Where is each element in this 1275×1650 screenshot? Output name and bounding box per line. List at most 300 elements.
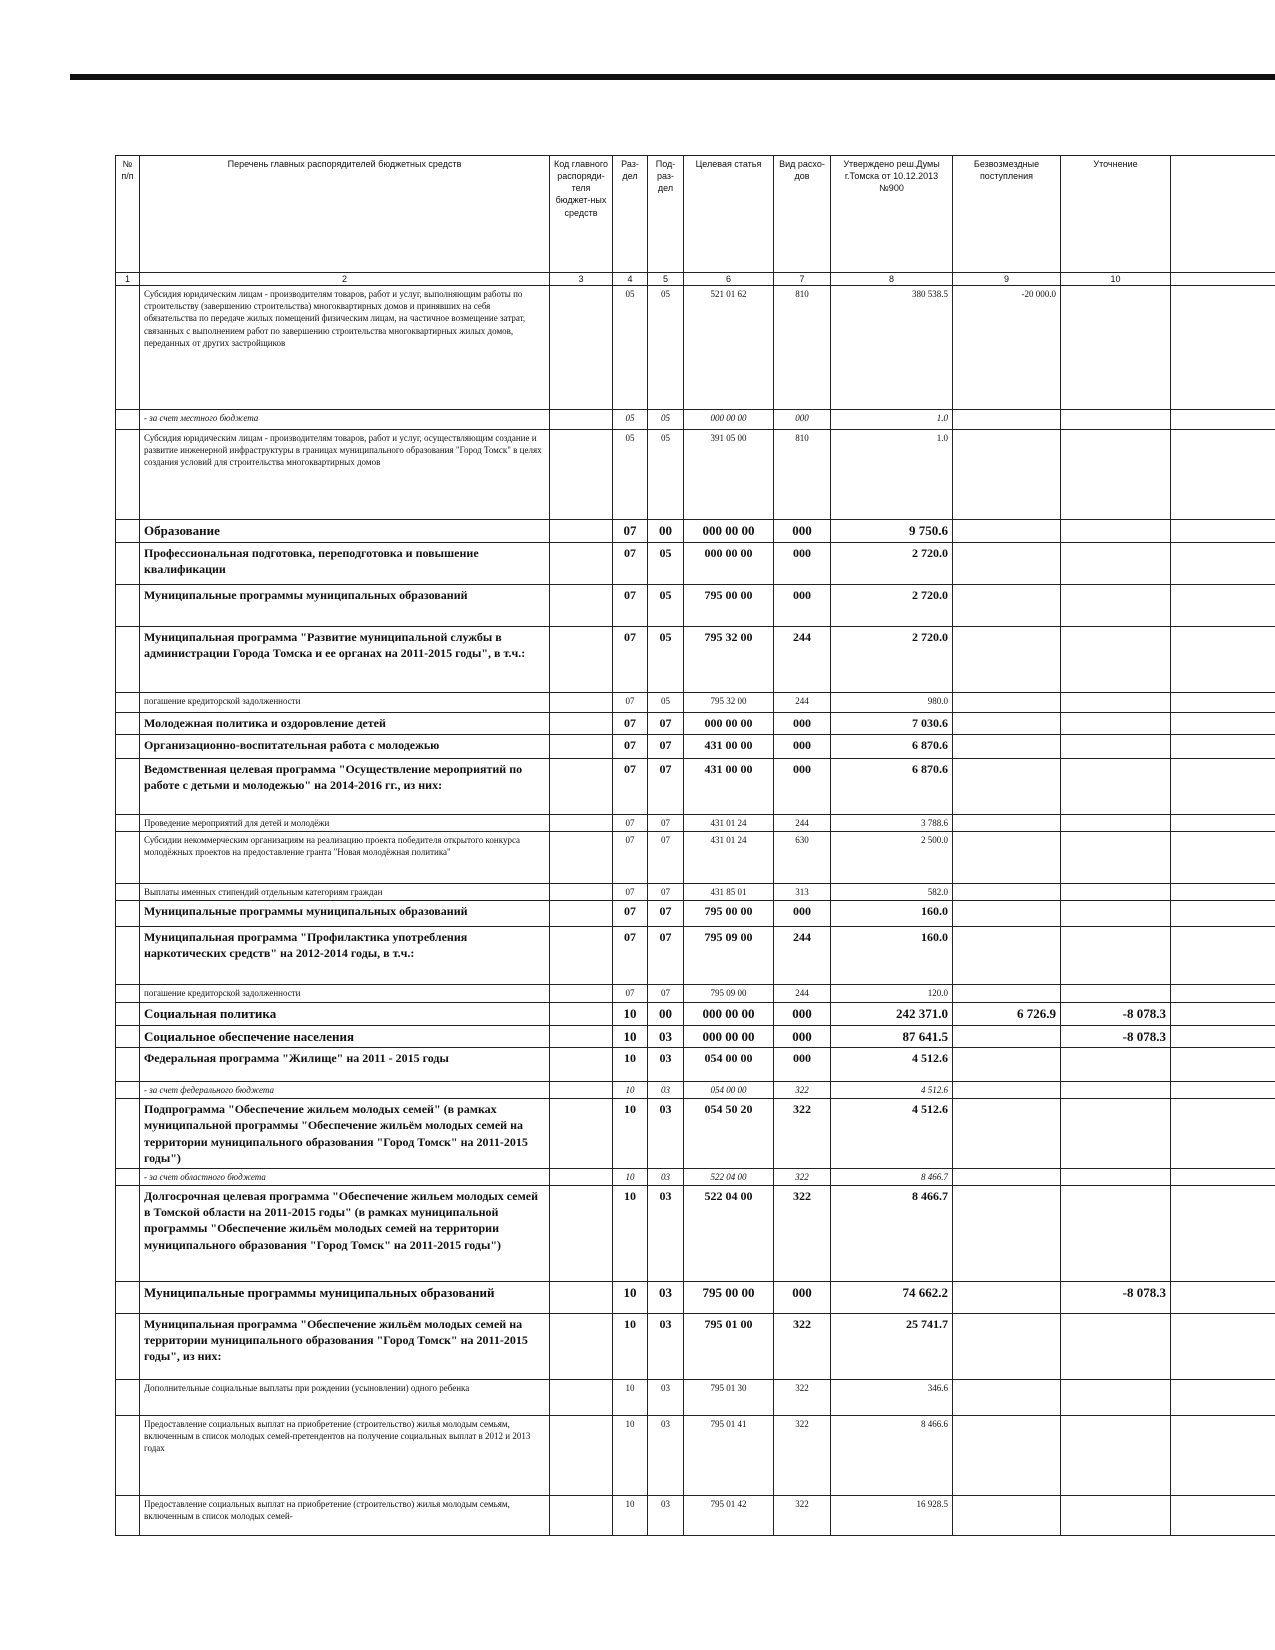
- col-number: 3: [550, 273, 613, 286]
- cell-extra: [1171, 1025, 1275, 1048]
- cell-target: 795 32 00: [684, 626, 774, 692]
- col-number: 2: [140, 273, 550, 286]
- cell-refine: [1061, 410, 1171, 430]
- cell-approved: 87 641.5: [831, 1025, 953, 1048]
- cell-podrazdel: 03: [648, 1282, 684, 1314]
- cell-free: [953, 758, 1061, 814]
- cell-razdel: 07: [613, 926, 648, 984]
- table-row: [116, 1025, 1275, 1048]
- cell-code: [550, 926, 613, 984]
- cell-extra: [1171, 734, 1275, 758]
- table-row: [116, 734, 1275, 758]
- cell-approved: 160.0: [831, 900, 953, 926]
- cell-approved: 120.0: [831, 984, 953, 1002]
- cell-approved: 4 512.6: [831, 1048, 953, 1082]
- cell-podrazdel: 07: [648, 984, 684, 1002]
- cell-code: [550, 520, 613, 543]
- cell-free: [953, 712, 1061, 734]
- cell-free: [953, 1416, 1061, 1496]
- cell-code: [550, 831, 613, 883]
- cell-exptype: 322: [774, 1496, 831, 1536]
- cell-exptype: 000: [774, 712, 831, 734]
- table-row: [116, 1186, 1275, 1282]
- cell-num: [116, 286, 140, 410]
- cell-num: [116, 410, 140, 430]
- cell-podrazdel: 05: [648, 430, 684, 520]
- cell-podrazdel: 07: [648, 712, 684, 734]
- cell-refine: [1061, 712, 1171, 734]
- table-row: [116, 692, 1275, 712]
- cell-extra: [1171, 1048, 1275, 1082]
- cell-code: [550, 1380, 613, 1416]
- table-row: [116, 712, 1275, 734]
- cell-extra: [1171, 758, 1275, 814]
- cell-target: 054 00 00: [684, 1082, 774, 1099]
- table-row: [116, 1082, 1275, 1099]
- cell-exptype: 322: [774, 1380, 831, 1416]
- cell-code: [550, 584, 613, 626]
- cell-approved: 980.0: [831, 692, 953, 712]
- col-number: 6: [684, 273, 774, 286]
- cell-code: [550, 883, 613, 900]
- cell-approved: 4 512.6: [831, 1099, 953, 1169]
- cell-name: погашение кредиторской задолженности: [140, 984, 550, 1002]
- cell-refine: [1061, 286, 1171, 410]
- col-number: [1171, 273, 1275, 286]
- cell-code: [550, 410, 613, 430]
- cell-target: 522 04 00: [684, 1168, 774, 1185]
- cell-refine: [1061, 584, 1171, 626]
- cell-approved: 380 538.5: [831, 286, 953, 410]
- cell-code: [550, 1282, 613, 1314]
- column-numbers-row: [116, 273, 1275, 286]
- cell-num: [116, 1186, 140, 1282]
- cell-refine: [1061, 542, 1171, 584]
- cell-free: [953, 1496, 1061, 1536]
- cell-name: Муниципальная программа "Обеспечение жильём молодых семей на территории муниципального образования "Город Томск" на 2011-2015 годы", из них:: [140, 1314, 550, 1380]
- cell-podrazdel: 05: [648, 542, 684, 584]
- cell-name: Долгосрочная целевая программа "Обеспечение жильем молодых семей в Томской области на 2011-2015 годы" (в рамках муниципальной программы "Обеспечение жильём молодых семей на территории муниципального образования "Город Томск" на 2011-2015 годы"): [140, 1186, 550, 1282]
- cell-razdel: 10: [613, 1048, 648, 1082]
- table-row: [116, 1416, 1275, 1496]
- cell-razdel: 07: [613, 692, 648, 712]
- cell-name: Организационно-воспитательная работа с молодежью: [140, 734, 550, 758]
- cell-code: [550, 1002, 613, 1025]
- cell-target: 000 00 00: [684, 410, 774, 430]
- cell-extra: [1171, 430, 1275, 520]
- cell-refine: [1061, 831, 1171, 883]
- cell-exptype: 630: [774, 831, 831, 883]
- cell-code: [550, 1048, 613, 1082]
- cell-target: 054 50 20: [684, 1099, 774, 1169]
- cell-approved: 8 466.7: [831, 1186, 953, 1282]
- cell-name: Предоставление социальных выплат на приобретение (строительство) жилья молодым семьям, включенным в список молодых семей-претендентов на получение социальных выплат в 2012 и 2013 годах: [140, 1416, 550, 1496]
- cell-num: [116, 1082, 140, 1099]
- cell-target: 000 00 00: [684, 1002, 774, 1025]
- cell-refine: [1061, 1048, 1171, 1082]
- cell-extra: [1171, 520, 1275, 543]
- cell-code: [550, 1314, 613, 1380]
- cell-razdel: 07: [613, 984, 648, 1002]
- cell-refine: [1061, 1416, 1171, 1496]
- cell-razdel: 10: [613, 1380, 648, 1416]
- cell-num: [116, 1380, 140, 1416]
- cell-podrazdel: 05: [648, 286, 684, 410]
- cell-approved: 8 466.6: [831, 1416, 953, 1496]
- cell-refine: [1061, 692, 1171, 712]
- cell-razdel: 07: [613, 883, 648, 900]
- cell-name: Проведение мероприятий для детей и молодёжи: [140, 814, 550, 831]
- cell-free: [953, 584, 1061, 626]
- table-row: [116, 831, 1275, 883]
- cell-free: [953, 542, 1061, 584]
- cell-name: Подпрограмма "Обеспечение жильем молодых семей" (в рамках муниципальной программы "Обеспечение жильём молодых семей на территории муниципального образования "Город Томск" на 2011-2015 годы"): [140, 1099, 550, 1169]
- cell-code: [550, 984, 613, 1002]
- cell-exptype: 244: [774, 626, 831, 692]
- cell-razdel: 10: [613, 1282, 648, 1314]
- cell-free: [953, 984, 1061, 1002]
- cell-free: [953, 1314, 1061, 1380]
- header-target: Целевая статья: [684, 156, 774, 273]
- cell-target: 521 01 62: [684, 286, 774, 410]
- table-row: [116, 883, 1275, 900]
- cell-name: Социальная политика: [140, 1002, 550, 1025]
- cell-target: 795 01 00: [684, 1314, 774, 1380]
- cell-code: [550, 734, 613, 758]
- table-row: [116, 1002, 1275, 1025]
- table-row: [116, 286, 1275, 410]
- cell-podrazdel: 07: [648, 758, 684, 814]
- cell-num: [116, 1496, 140, 1536]
- col-number: 7: [774, 273, 831, 286]
- col-number: 8: [831, 273, 953, 286]
- header-extra: [1171, 156, 1275, 273]
- table-row: [116, 926, 1275, 984]
- cell-extra: [1171, 814, 1275, 831]
- table-row: [116, 1496, 1275, 1536]
- cell-extra: [1171, 900, 1275, 926]
- cell-approved: 7 030.6: [831, 712, 953, 734]
- cell-extra: [1171, 1380, 1275, 1416]
- cell-name: Предоставление социальных выплат на приобретение (строительство) жилья молодым семьям, включенным в список молодых семей-: [140, 1496, 550, 1536]
- cell-free: [953, 814, 1061, 831]
- cell-refine: [1061, 1380, 1171, 1416]
- cell-razdel: 10: [613, 1002, 648, 1025]
- table-row: [116, 814, 1275, 831]
- cell-podrazdel: 03: [648, 1314, 684, 1380]
- cell-num: [116, 626, 140, 692]
- cell-exptype: 322: [774, 1082, 831, 1099]
- cell-extra: [1171, 1082, 1275, 1099]
- cell-approved: 2 500.0: [831, 831, 953, 883]
- cell-name: - за счет местного бюджета: [140, 410, 550, 430]
- cell-target: 431 01 24: [684, 831, 774, 883]
- cell-extra: [1171, 410, 1275, 430]
- cell-approved: 2 720.0: [831, 626, 953, 692]
- cell-free: [953, 1380, 1061, 1416]
- cell-approved: 1.0: [831, 410, 953, 430]
- cell-target: 795 32 00: [684, 692, 774, 712]
- cell-num: [116, 883, 140, 900]
- cell-exptype: 000: [774, 1048, 831, 1082]
- cell-exptype: 000: [774, 1002, 831, 1025]
- table-row: [116, 584, 1275, 626]
- table-row: [116, 1314, 1275, 1380]
- cell-code: [550, 1025, 613, 1048]
- cell-name: Выплаты именных стипендий отдельным категориям граждан: [140, 883, 550, 900]
- cell-code: [550, 1416, 613, 1496]
- cell-podrazdel: 05: [648, 584, 684, 626]
- cell-exptype: 244: [774, 926, 831, 984]
- header-num: № п/п: [116, 156, 140, 273]
- cell-num: [116, 1314, 140, 1380]
- cell-num: [116, 1025, 140, 1048]
- cell-refine: -8 078.3: [1061, 1025, 1171, 1048]
- cell-extra: [1171, 712, 1275, 734]
- cell-razdel: 10: [613, 1496, 648, 1536]
- cell-target: 391 05 00: [684, 430, 774, 520]
- cell-refine: [1061, 1186, 1171, 1282]
- cell-target: 000 00 00: [684, 1025, 774, 1048]
- cell-target: 795 09 00: [684, 984, 774, 1002]
- cell-approved: 6 870.6: [831, 734, 953, 758]
- cell-num: [116, 542, 140, 584]
- cell-refine: [1061, 900, 1171, 926]
- cell-refine: -8 078.3: [1061, 1002, 1171, 1025]
- cell-razdel: 05: [613, 410, 648, 430]
- cell-free: [953, 900, 1061, 926]
- cell-approved: 160.0: [831, 926, 953, 984]
- cell-approved: 346.6: [831, 1380, 953, 1416]
- table-row: [116, 542, 1275, 584]
- cell-exptype: 000: [774, 734, 831, 758]
- cell-razdel: 07: [613, 900, 648, 926]
- cell-code: [550, 430, 613, 520]
- cell-name: Социальное обеспечение населения: [140, 1025, 550, 1048]
- cell-name: Муниципальные программы муниципальных образований: [140, 900, 550, 926]
- cell-refine: [1061, 926, 1171, 984]
- cell-razdel: 07: [613, 758, 648, 814]
- cell-extra: [1171, 1168, 1275, 1185]
- cell-podrazdel: 00: [648, 1002, 684, 1025]
- cell-name: Муниципальные программы муниципальных образований: [140, 1282, 550, 1314]
- cell-extra: [1171, 286, 1275, 410]
- cell-name: Муниципальная программа "Профилактика употребления наркотических средств" на 2012-2014 годы, в т.ч.:: [140, 926, 550, 984]
- cell-podrazdel: 07: [648, 926, 684, 984]
- table-row: [116, 900, 1275, 926]
- cell-target: 795 01 42: [684, 1496, 774, 1536]
- cell-razdel: 05: [613, 286, 648, 410]
- cell-num: [116, 1282, 140, 1314]
- cell-refine: -8 078.3: [1061, 1282, 1171, 1314]
- cell-free: [953, 1099, 1061, 1169]
- cell-exptype: 000: [774, 758, 831, 814]
- cell-code: [550, 814, 613, 831]
- cell-name: Федеральная программа "Жилище" на 2011 - 2015 годы: [140, 1048, 550, 1082]
- table-row: [116, 520, 1275, 543]
- cell-free: [953, 692, 1061, 712]
- cell-refine: [1061, 1168, 1171, 1185]
- header-podrazdel: Под-раз-дел: [648, 156, 684, 273]
- cell-approved: 242 371.0: [831, 1002, 953, 1025]
- cell-refine: [1061, 883, 1171, 900]
- cell-target: 522 04 00: [684, 1186, 774, 1282]
- cell-exptype: 000: [774, 542, 831, 584]
- cell-extra: [1171, 1496, 1275, 1536]
- cell-exptype: 322: [774, 1099, 831, 1169]
- cell-num: [116, 584, 140, 626]
- cell-exptype: 000: [774, 900, 831, 926]
- cell-approved: 74 662.2: [831, 1282, 953, 1314]
- cell-exptype: 000: [774, 584, 831, 626]
- cell-exptype: 322: [774, 1416, 831, 1496]
- cell-extra: [1171, 1416, 1275, 1496]
- cell-free: [953, 1082, 1061, 1099]
- cell-exptype: 322: [774, 1168, 831, 1185]
- cell-refine: [1061, 1314, 1171, 1380]
- budget-table: [115, 155, 1275, 1536]
- cell-refine: [1061, 430, 1171, 520]
- cell-razdel: 07: [613, 626, 648, 692]
- cell-code: [550, 692, 613, 712]
- cell-refine: [1061, 520, 1171, 543]
- cell-num: [116, 692, 140, 712]
- cell-approved: 8 466.7: [831, 1168, 953, 1185]
- cell-extra: [1171, 984, 1275, 1002]
- cell-razdel: 07: [613, 712, 648, 734]
- cell-approved: 25 741.7: [831, 1314, 953, 1380]
- cell-free: [953, 1186, 1061, 1282]
- header-code: Код главного распоряди-теля бюджет-ных средств: [550, 156, 613, 273]
- cell-target: 795 09 00: [684, 926, 774, 984]
- cell-target: 431 85 01: [684, 883, 774, 900]
- cell-num: [116, 1002, 140, 1025]
- cell-code: [550, 712, 613, 734]
- col-number: 9: [953, 273, 1061, 286]
- cell-name: Муниципальная программа "Развитие муниципальной службы в администрации Города Томска и ее органах на 2011-2015 годы", в т.ч.:: [140, 626, 550, 692]
- cell-approved: 16 928.5: [831, 1496, 953, 1536]
- table-row: [116, 1048, 1275, 1082]
- cell-extra: [1171, 926, 1275, 984]
- cell-podrazdel: 07: [648, 831, 684, 883]
- cell-exptype: 322: [774, 1314, 831, 1380]
- cell-num: [116, 712, 140, 734]
- cell-num: [116, 758, 140, 814]
- cell-exptype: 000: [774, 410, 831, 430]
- cell-code: [550, 900, 613, 926]
- header-refine: Уточнение: [1061, 156, 1171, 273]
- cell-extra: [1171, 542, 1275, 584]
- table-row: [116, 1168, 1275, 1185]
- cell-code: [550, 626, 613, 692]
- col-number: 10: [1061, 273, 1171, 286]
- table-row: [116, 1099, 1275, 1169]
- cell-exptype: 000: [774, 1282, 831, 1314]
- cell-name: Молодежная политика и оздоровление детей: [140, 712, 550, 734]
- cell-extra: [1171, 626, 1275, 692]
- table-row: [116, 1282, 1275, 1314]
- cell-approved: 2 720.0: [831, 542, 953, 584]
- table-row: [116, 430, 1275, 520]
- cell-name: - за счет областного бюджета: [140, 1168, 550, 1185]
- cell-approved: 6 870.6: [831, 758, 953, 814]
- cell-refine: [1061, 1099, 1171, 1169]
- cell-target: 000 00 00: [684, 712, 774, 734]
- cell-podrazdel: 07: [648, 883, 684, 900]
- cell-razdel: 07: [613, 542, 648, 584]
- cell-approved: 1.0: [831, 430, 953, 520]
- cell-razdel: 10: [613, 1099, 648, 1169]
- cell-exptype: 810: [774, 286, 831, 410]
- cell-target: 431 00 00: [684, 758, 774, 814]
- cell-refine: [1061, 734, 1171, 758]
- table-row: [116, 758, 1275, 814]
- cell-target: 431 01 24: [684, 814, 774, 831]
- cell-extra: [1171, 1186, 1275, 1282]
- col-number: 5: [648, 273, 684, 286]
- cell-podrazdel: 03: [648, 1168, 684, 1185]
- cell-razdel: 10: [613, 1082, 648, 1099]
- cell-extra: [1171, 1314, 1275, 1380]
- cell-free: [953, 831, 1061, 883]
- cell-name: Муниципальные программы муниципальных образований: [140, 584, 550, 626]
- cell-name: Субсидия юридическим лицам - производителям товаров, работ и услуг, осуществляющим создание и развитие инженерной инфраструктуры в границах муниципального образования "Город Томск" в целях создания условий для строительства многоквартирных домов: [140, 430, 550, 520]
- header-razdel: Раз-дел: [613, 156, 648, 273]
- table-row: [116, 1380, 1275, 1416]
- cell-code: [550, 1082, 613, 1099]
- cell-name: Субсидия юридическим лицам - производителям товаров, работ и услуг, выполняющим работы по строительству (завершению строительства) многоквартирных домов и принявших на себя обязательства по передаче жилых помещений физическим лицам, на частичное возмещение затрат, связанных с выполнением работ по завершению строительства многоквартирных жилых домов, переданных от других застройщиков: [140, 286, 550, 410]
- cell-exptype: 313: [774, 883, 831, 900]
- cell-extra: [1171, 1282, 1275, 1314]
- cell-razdel: 07: [613, 814, 648, 831]
- cell-num: [116, 520, 140, 543]
- cell-code: [550, 758, 613, 814]
- cell-podrazdel: 00: [648, 520, 684, 543]
- cell-target: 795 00 00: [684, 900, 774, 926]
- cell-target: 795 00 00: [684, 1282, 774, 1314]
- cell-target: 000 00 00: [684, 520, 774, 543]
- cell-podrazdel: 07: [648, 734, 684, 758]
- cell-name: Субсидии некоммерческим организациям на реализацию проекта победителя открытого конкурса молодёжных проектов на предоставление гранта "Новая молодёжная политика": [140, 831, 550, 883]
- cell-exptype: 810: [774, 430, 831, 520]
- cell-num: [116, 831, 140, 883]
- cell-free: [953, 430, 1061, 520]
- cell-podrazdel: 07: [648, 814, 684, 831]
- cell-exptype: 244: [774, 814, 831, 831]
- cell-extra: [1171, 584, 1275, 626]
- cell-num: [116, 430, 140, 520]
- cell-code: [550, 1168, 613, 1185]
- cell-exptype: 322: [774, 1186, 831, 1282]
- cell-free: -20 000.0: [953, 286, 1061, 410]
- col-number: 4: [613, 273, 648, 286]
- cell-razdel: 07: [613, 584, 648, 626]
- header-row: [116, 156, 1275, 273]
- header-approved: Утверждено реш.Думы г.Томска от 10.12.2013 №900: [831, 156, 953, 273]
- cell-podrazdel: 07: [648, 900, 684, 926]
- cell-approved: 2 720.0: [831, 584, 953, 626]
- cell-refine: [1061, 626, 1171, 692]
- cell-refine: [1061, 1082, 1171, 1099]
- cell-razdel: 07: [613, 734, 648, 758]
- cell-exptype: 244: [774, 692, 831, 712]
- cell-razdel: 05: [613, 430, 648, 520]
- cell-target: 431 00 00: [684, 734, 774, 758]
- cell-code: [550, 286, 613, 410]
- cell-podrazdel: 03: [648, 1380, 684, 1416]
- cell-podrazdel: 05: [648, 692, 684, 712]
- cell-name: Дополнительные социальные выплаты при рождении (усыновлении) одного ребенка: [140, 1380, 550, 1416]
